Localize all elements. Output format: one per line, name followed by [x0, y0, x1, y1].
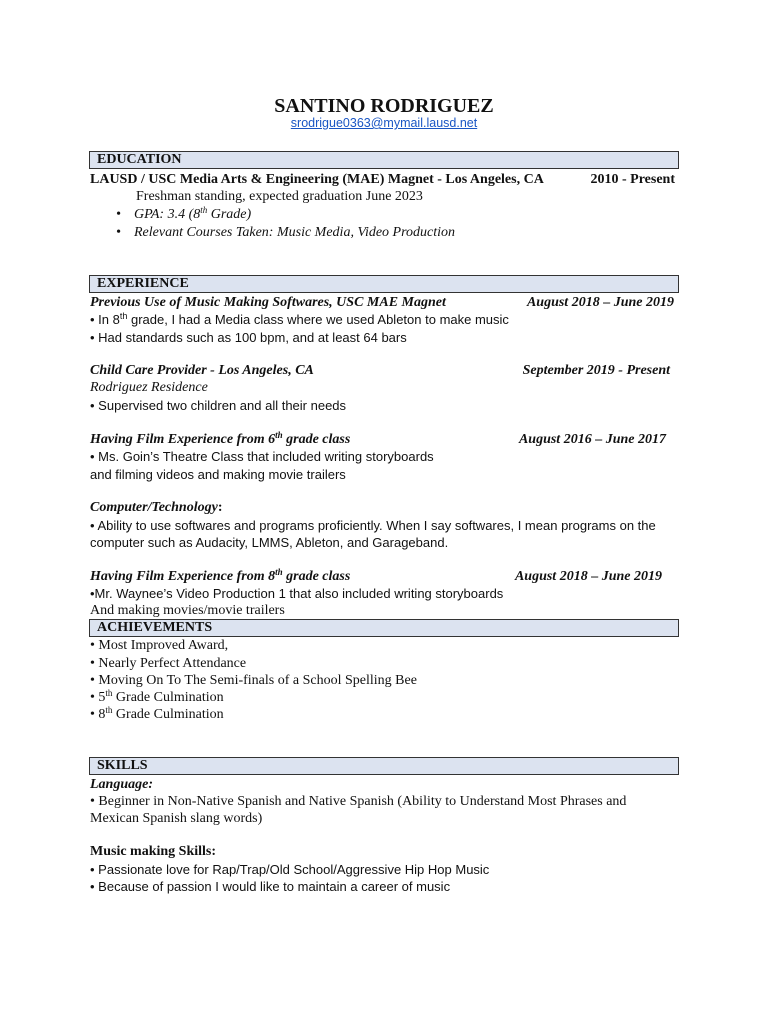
- education-heading-band: [89, 151, 679, 169]
- skills-heading: SKILLS: [97, 758, 148, 773]
- achievements-heading: ACHIEVEMENTS: [97, 620, 213, 635]
- education-school: LAUSD / USC Media Arts & Engineering (MAE) Magnet - Los Angeles, CA: [90, 172, 544, 187]
- job2-dates: September 2019 - Present: [522, 363, 670, 378]
- language-label: Language:: [90, 777, 153, 792]
- achievement-item: • Most Improved Award,: [90, 638, 229, 653]
- computer-line2: computer such as Audacity, LMMS, Ableton, and Garageband.: [90, 535, 449, 550]
- job4-dates: August 2018 – June 2019: [514, 569, 662, 584]
- music-line1: • Passionate love for Rap/Trap/Old School/Aggressive Hip Hop Music: [90, 862, 490, 877]
- job4-line2: And making movies/movie trailers: [90, 603, 285, 618]
- bullet-icon: •: [116, 207, 121, 222]
- language-line2: Mexican Spanish slang words): [90, 811, 263, 826]
- achievement-item: • Nearly Perfect Attendance: [90, 656, 247, 671]
- email-link[interactable]: srodrigue0363@mymail.lausd.net: [290, 116, 478, 130]
- candidate-name: SANTINO RODRIGUEZ: [274, 95, 494, 117]
- job1-dates: August 2018 – June 2019: [526, 295, 674, 310]
- experience-heading-band: [89, 275, 679, 293]
- computer-title: Computer/Technology:: [90, 500, 223, 515]
- achievement-item: • Moving On To The Semi-finals of a School Spelling Bee: [90, 673, 417, 688]
- achievements-heading-band: [89, 619, 679, 637]
- job3-title: Having Film Experience from 6th grade class: [90, 430, 351, 447]
- job1-title: Previous Use of Music Making Softwares, USC MAE Magnet: [90, 295, 446, 310]
- music-skills-label: Music making Skills:: [90, 844, 217, 859]
- experience-heading: EXPERIENCE: [97, 276, 189, 291]
- achievement-item: • 8th Grade Culmination: [90, 705, 224, 722]
- job2-line1: • Supervised two children and all their needs: [90, 398, 347, 413]
- education-courses: • Relevant Courses Taken: Music Media, Video Production: [116, 225, 456, 240]
- computer-line1: • Ability to use softwares and programs proficiently. When I say softwares, I mean programs on the: [90, 518, 656, 533]
- bullet-icon: •: [116, 225, 121, 240]
- job1-line2: • Had standards such as 100 bpm, and at least 64 bars: [90, 330, 407, 345]
- job3-line1: • Ms. Goin’s Theatre Class that included writing storyboards: [90, 449, 434, 464]
- job3-line2: and filming videos and making movie trailers: [90, 467, 346, 482]
- job4-title: Having Film Experience from 8th grade class: [90, 567, 351, 584]
- education-heading: EDUCATION: [97, 152, 182, 167]
- job1-line1: • In 8th grade, I had a Media class where we used Ableton to make music: [90, 311, 509, 327]
- music-line2: • Because of passion I would like to maintain a career of music: [90, 879, 451, 894]
- job3-dates: August 2016 – June 2017: [518, 432, 666, 447]
- skills-heading-band: [89, 757, 679, 775]
- education-gpa: • GPA: 3.4 (8th Grade): [116, 205, 252, 222]
- education-standing: Freshman standing, expected graduation June 2023: [136, 189, 423, 204]
- job2-org: Rodriguez Residence: [90, 380, 208, 395]
- language-line1: • Beginner in Non-Native Spanish and Native Spanish (Ability to Understand Most Phrases and: [90, 794, 627, 809]
- job2-title: Child Care Provider - Los Angeles, CA: [90, 363, 314, 378]
- education-dates: 2010 - Present: [590, 172, 675, 187]
- achievement-item: • 5th Grade Culmination: [90, 688, 224, 705]
- job4-line1: •Mr. Waynee’s Video Production 1 that also included writing storyboards: [90, 586, 504, 601]
